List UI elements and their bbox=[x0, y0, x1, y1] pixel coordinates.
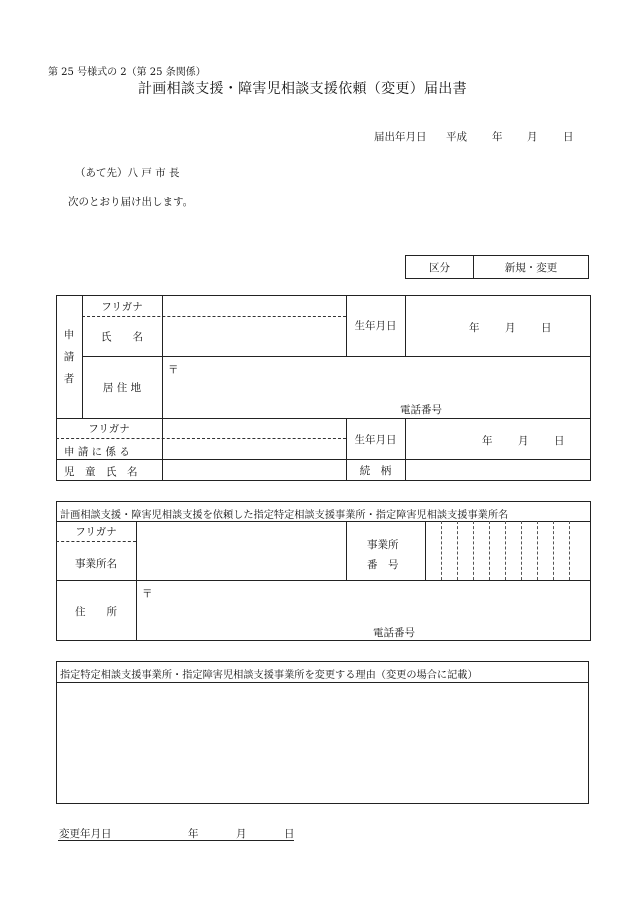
applicant-birthdate-label: 生年月日 bbox=[354, 320, 397, 332]
reason-field[interactable] bbox=[57, 683, 588, 803]
change-date-year: 年 bbox=[188, 828, 199, 840]
postal-mark: 〒 bbox=[168, 364, 179, 376]
category-box bbox=[405, 255, 589, 279]
child-label-line1: 申 請 に 係 る bbox=[64, 446, 130, 458]
category-label: 区分 bbox=[429, 261, 450, 274]
office-furigana-label: フリガナ bbox=[75, 526, 117, 538]
applicant-side-label bbox=[56, 326, 82, 386]
applicant-birthdate-year: 年 bbox=[469, 322, 480, 334]
child-birthdate-label: 生年月日 bbox=[354, 433, 397, 446]
change-date-day: 日 bbox=[284, 828, 295, 840]
child-furigana-field[interactable] bbox=[163, 419, 346, 438]
child-name-field[interactable] bbox=[163, 439, 346, 481]
child-birthdate-year: 年 bbox=[482, 435, 493, 447]
applicant-phone-label: 電話番号 bbox=[400, 404, 442, 416]
applicant-side-char: 請 bbox=[63, 350, 75, 363]
office-number-label-2: 番 号 bbox=[367, 559, 399, 571]
change-date-month: 月 bbox=[236, 828, 247, 840]
applicant-birthdate-day: 日 bbox=[541, 322, 552, 334]
office-number-field[interactable] bbox=[426, 522, 591, 580]
office-name-field[interactable] bbox=[137, 522, 346, 580]
office-number-label-1: 事業所 bbox=[367, 539, 399, 551]
reason-heading: 指定特定相談支援事業所・指定障害児相談支援事業所を変更する理由（変更の場合に記載） bbox=[60, 670, 478, 681]
submission-date-day: 日 bbox=[563, 131, 574, 143]
submission-date-era: 平成 bbox=[446, 131, 467, 143]
submission-date-month: 月 bbox=[527, 131, 538, 143]
child-relation-field[interactable] bbox=[406, 460, 591, 481]
child-furigana-label: フリガナ bbox=[88, 423, 130, 435]
applicant-furigana-field[interactable] bbox=[163, 296, 346, 316]
applicant-name-label: 氏 名 bbox=[101, 331, 143, 343]
child-birthdate-month: 月 bbox=[518, 435, 529, 447]
page-title: 計画相談支援・障害児相談支援依頼（変更）届出書 bbox=[138, 81, 467, 97]
applicant-address-label: 居 住 地 bbox=[102, 382, 142, 394]
office-heading: 計画相談支援・障害児相談支援を依頼した指定特定相談支援事業所・指定障害児相談支援事業所名 bbox=[60, 510, 509, 521]
change-date-underline bbox=[58, 840, 294, 841]
addressee: （あて先）八 戸 市 長 bbox=[75, 167, 180, 179]
office-address-label: 住 所 bbox=[75, 605, 117, 618]
office-postal-mark: 〒 bbox=[142, 588, 153, 600]
applicant-name-field[interactable] bbox=[163, 317, 346, 356]
intro-text: 次のとおり届け出します。 bbox=[68, 196, 194, 208]
child-label-line2: 児 童 氏 名 bbox=[64, 466, 138, 478]
applicant-birthdate-month: 月 bbox=[505, 322, 516, 334]
change-date-label: 変更年月日 bbox=[59, 828, 112, 840]
applicant-side-char: 者 bbox=[63, 372, 75, 385]
form-number: 第 25 号様式の 2（第 25 条関係） bbox=[48, 67, 206, 78]
category-value[interactable]: 新規・変更 bbox=[504, 261, 558, 274]
submission-date-year: 年 bbox=[492, 131, 503, 143]
applicant-side-char: 申 bbox=[63, 328, 75, 341]
child-birthdate-day: 日 bbox=[554, 435, 565, 447]
child-relation-label: 続 柄 bbox=[359, 465, 392, 477]
office-name-label: 事業所名 bbox=[75, 557, 117, 570]
submission-date-label: 届出年月日 bbox=[374, 131, 427, 143]
office-phone-label: 電話番号 bbox=[373, 627, 415, 639]
applicant-furigana-label: フリガナ bbox=[101, 300, 143, 313]
